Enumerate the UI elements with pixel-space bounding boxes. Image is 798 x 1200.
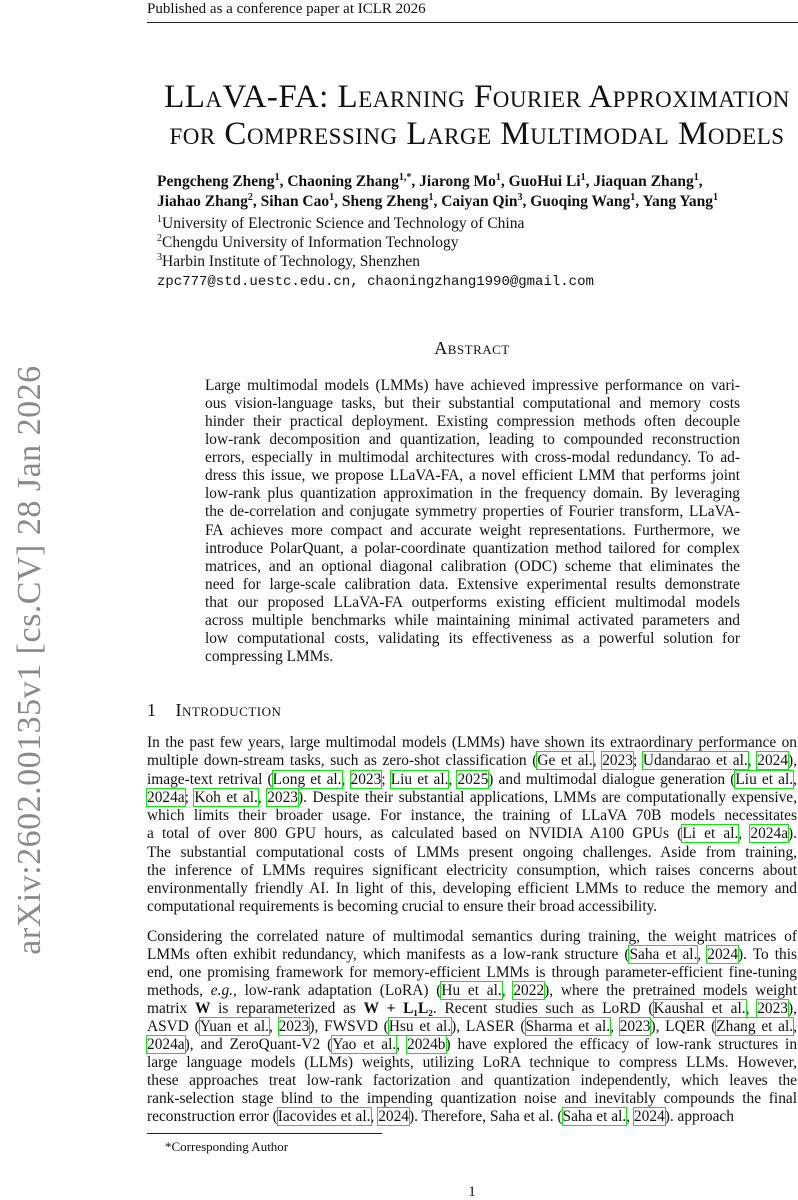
math-symbol: W — [194, 1000, 211, 1017]
text-line — [147, 1000, 797, 1018]
text-run: errors, especially in multimodal architectures with cross-modal redundancy. To ad- — [205, 449, 740, 467]
text-run: ) have explored the efficacy of low-rank structures in — [445, 1036, 798, 1053]
author-affiliation-marker: 3 — [517, 191, 523, 203]
header-rule — [147, 22, 798, 23]
text-run: compressing LMMs. — [205, 648, 334, 666]
author-name: Guoqing Wang — [530, 193, 631, 210]
citation-link[interactable]: 2023 — [267, 788, 298, 806]
text-run: low-rank decomposition and quantization, leading to compounded reconstruction — [205, 431, 740, 449]
citation-link[interactable]: Saha et al. — [562, 1108, 627, 1125]
author-affiliation-marker: 1 — [428, 191, 434, 203]
text-run: ), — [788, 1000, 797, 1017]
citation-link[interactable]: Liu et al. — [735, 770, 794, 788]
affiliation-name: University of Electronic Science and Technology of China — [162, 215, 525, 232]
footnote: *Corresponding Author — [165, 1139, 289, 1154]
text-run: matrices, and an optional diagonal calibration (ODC) scheme that eliminates the — [205, 557, 740, 575]
affiliation — [157, 233, 524, 252]
author-line-2: Jiahao Zhang$^2$, Sihan Cao$^1$, Sheng Zheng$^1$, Caiyan Qin$^3$, Guoqing Wang$^1$, Yang Yang$^1$ — [157, 191, 718, 210]
text-line — [205, 467, 740, 485]
citation-link[interactable]: 2024 — [378, 1108, 409, 1125]
citation-link[interactable]: Li et al. — [682, 825, 739, 843]
affiliation-name: Harbin Institute of Technology, Shenzhen — [162, 253, 421, 270]
text-run: , — [257, 788, 268, 806]
text-run: ), LQER ( — [650, 1018, 717, 1035]
text-run: , — [697, 946, 708, 963]
text-line — [147, 752, 797, 770]
text-line — [205, 431, 740, 449]
text-line — [147, 844, 797, 862]
text-run: low-rank adaptation (LoRA) ( — [236, 982, 442, 999]
text-line — [147, 964, 797, 982]
author-affiliation-marker: 1 — [630, 191, 636, 203]
text-run: ), LASER ( — [451, 1018, 526, 1035]
citation-link[interactable]: Sharma et al. — [525, 1018, 611, 1035]
text-line — [147, 1054, 797, 1072]
abstract-heading: Abstract — [434, 338, 510, 358]
text-run: computational requirements is becoming crucial to ensure their broad accessibility. — [147, 898, 658, 916]
author-name: Sheng Zheng — [341, 193, 429, 210]
text-run: end, one promising framework for memory-efficient LMMs is through parameter-efficient fine-tuning — [147, 964, 797, 981]
text-line — [147, 862, 797, 880]
author-affiliation-marker: 2 — [247, 191, 253, 203]
citation-link[interactable]: 2022 — [513, 982, 545, 999]
text-line — [205, 630, 740, 648]
text-run: , — [341, 770, 351, 788]
citation-link[interactable]: 2024a — [147, 788, 185, 806]
citation-link[interactable]: 2024 — [707, 946, 739, 963]
text-run: , — [592, 752, 603, 770]
text-run: , — [448, 770, 458, 788]
running-header: Published as a conference paper at ICLR 2026 — [147, 1, 426, 17]
paper-title-line1: LLaVA-FA: Learning Fourier Approximation — [164, 79, 790, 115]
citation-link[interactable]: Hsu et al. — [388, 1018, 452, 1035]
text-run: ous vision-language tasks, but their substantial computational and memory costs — [205, 395, 740, 413]
text-line — [205, 377, 740, 395]
text-run: LMMs often exhibit redundancy, which manifests as a low-rank structure ( — [147, 946, 630, 963]
citation-link[interactable]: 2025 — [457, 770, 489, 788]
text-run: , — [396, 1036, 408, 1053]
author-name: Jiahao Zhang — [157, 193, 248, 210]
text-run: ). Therefore, Saha et al. ( — [408, 1108, 563, 1125]
text-run: low-rank plus quantization approximation in the frequency domain. By leveraging — [205, 485, 740, 503]
text-line — [147, 1090, 797, 1108]
text-line — [147, 789, 797, 807]
author-emails[interactable]: zpc777@std.uestc.edu.cn, chaoningzhang1990@gmail.com — [157, 274, 594, 290]
text-run: , — [501, 982, 514, 999]
text-run: , — [610, 1018, 620, 1035]
affiliation-list — [157, 214, 524, 271]
text-run: ASVD ( — [147, 1018, 200, 1035]
author-name: Caiyan Qin — [441, 193, 518, 210]
text-run: ). — [788, 825, 798, 843]
citation-link[interactable]: 2023 — [278, 1018, 310, 1035]
text-line — [147, 734, 797, 752]
text-run: , — [745, 1000, 758, 1017]
text-line — [205, 540, 740, 558]
section-heading-introduction: 1 Introduction — [147, 700, 282, 720]
text-run: ), and ZeroQuant-V2 ( — [184, 1036, 333, 1053]
text-run: ). approach — [664, 1108, 734, 1125]
text-run: Large multimodal models (LMMs) have achieved impressive performance on vari- — [205, 377, 740, 394]
author-name: Pengcheng Zheng — [157, 173, 275, 190]
author-name: Yang Yang — [642, 193, 713, 210]
text-line — [147, 1036, 797, 1054]
author-affiliation-marker: 1 — [580, 171, 586, 183]
text-run: , — [370, 1108, 379, 1125]
citation-link[interactable]: Iacovides et al. — [277, 1108, 371, 1125]
text-line — [147, 825, 797, 843]
citation-link[interactable]: Saha et al. — [629, 946, 698, 963]
text-run: , — [738, 825, 751, 843]
citation-link[interactable]: 2024a — [750, 825, 789, 843]
text-run: ; — [381, 770, 391, 788]
text-run: reconstruction error ( — [147, 1108, 278, 1125]
text-run: rank-selection stage blind to the impending quantization noise and inevitably compounds the final — [147, 1090, 797, 1107]
text-line — [147, 898, 797, 916]
text-run: hinder their practical deployment. Existing compression methods often decouple — [205, 413, 740, 431]
text-run: across multiple benchmarks while maintaining minimal activated parameters and — [205, 611, 740, 629]
text-run: , — [626, 1108, 634, 1125]
text-run: , — [747, 752, 758, 770]
text-run: ; — [632, 752, 643, 770]
text-line — [147, 982, 797, 1000]
text-line — [205, 522, 740, 540]
author-affiliation-marker: 1 — [329, 191, 335, 203]
text-run: ; — [184, 788, 195, 806]
citation-link[interactable]: Hu et al. — [441, 982, 502, 999]
text-line — [205, 449, 740, 467]
text-line — [147, 807, 797, 825]
affiliation-number: 3 — [157, 251, 162, 263]
text-run: In the past few years, large multimodal models (LMMs) have shown its extraordinary performance on — [147, 734, 797, 751]
author-affiliation-marker: 1,* — [398, 171, 412, 183]
citation-link[interactable]: 2024 — [757, 752, 789, 770]
citation-link[interactable]: Liu et al. — [390, 770, 449, 788]
paper-title-line2: for Compressing Large Multimodal Models — [169, 116, 785, 152]
text-run: dress this issue, we propose LLaVA-FA, a novel efficient LMM that performs joint — [205, 467, 740, 485]
text-run: introduce PolarQuant, a polar-coordinate quantization method tailored for complex — [205, 539, 740, 557]
text-run: need for large-scale calibration data. Extensive experimental results demonstrate — [205, 575, 740, 593]
author-affiliation-marker: 1 — [495, 171, 501, 183]
text-run: environmentally friendly AI. In light of this, developing efficient LMMs to reduce the memory and — [147, 880, 797, 897]
text-run: , — [793, 770, 797, 788]
text-line — [147, 771, 797, 789]
text-run: large language models (LLMs) weights, utilizing LoRA technique to compress LLMs. However, — [147, 1054, 797, 1071]
author-affiliation-marker: 1 — [693, 171, 699, 183]
affiliation-number: 2 — [157, 232, 162, 244]
citation-link[interactable]: Zhang et al. — [716, 1018, 794, 1035]
author-line-1: Pengcheng Zheng$^1$, Chaoning Zhang$^{1,*}$, Jiarong Mo$^1$, GuoHui Li$^1$, Jiaquan Zhang$^1$, — [157, 171, 703, 190]
text-run: image-text retrival ( — [147, 770, 273, 788]
author-affiliation-marker: 1 — [712, 191, 718, 203]
citation-link[interactable]: Ge et al. — [537, 752, 593, 770]
citation-link[interactable]: 2024 — [633, 1108, 665, 1125]
author-name: Jiaquan Zhang — [593, 173, 694, 190]
text-run: a total of over 800 GPU hours, as calculated based on NVIDIA A100 GPUs ( — [147, 825, 683, 843]
citation-link[interactable]: 2023 — [757, 1000, 788, 1017]
text-run: ). Despite their substantial applications, LMMs are computationally expensive, — [298, 788, 797, 806]
citation-link[interactable]: 2023 — [350, 770, 382, 788]
citation-link[interactable]: Yao et al. — [332, 1036, 397, 1053]
affiliation-number: 1 — [157, 213, 162, 225]
author-name: GuoHui Li — [508, 173, 581, 190]
text-line — [147, 1108, 797, 1126]
citation-link[interactable]: 2023 — [602, 752, 633, 770]
text-line — [205, 594, 740, 612]
text-line — [205, 503, 740, 521]
citation-link[interactable]: Yuan et al. — [199, 1018, 269, 1035]
text-run: these approaches treat low-rank factorization and quantization independently, which leaves the — [147, 1072, 797, 1089]
text-run: low computational costs, validating its effectiveness as a powerful solution for — [205, 629, 740, 647]
affiliation-name: Chengdu University of Information Technology — [162, 234, 459, 251]
text-line — [205, 485, 740, 503]
text-line — [205, 558, 740, 576]
text-run: that our proposed LLaVA-FA outperforms existing efficient multimodal models — [205, 593, 740, 611]
text-run: is reparameterized as — [210, 1000, 364, 1017]
text-line — [147, 880, 797, 898]
text-run: The substantial computational costs of LMMs present ongoing challenges. Aside from training, — [147, 843, 797, 861]
text-line — [205, 576, 740, 594]
text-run: ), FWSVD ( — [309, 1018, 389, 1035]
text-run: . Recent studies such as LoRD ( — [432, 1000, 654, 1017]
citation-link[interactable]: 2023 — [619, 1018, 651, 1035]
author-name: Sihan Cao — [260, 193, 330, 210]
text-run: the inference of LMMs requires significant electricity consumption, which raises concerns about — [147, 861, 797, 879]
citation-link[interactable]: 2024a — [147, 1036, 185, 1053]
text-line — [205, 612, 740, 630]
author-name: Chaoning Zhang — [287, 173, 399, 190]
text-run: which limits their broader usage. For instance, the training of LLaVA 70B models necessitates — [147, 807, 797, 824]
text-run: ), where the pretrained models weight — [544, 982, 797, 999]
text-run: , — [268, 1018, 279, 1035]
affiliation — [157, 214, 524, 233]
text-run: the de-correlation and conjugate symmetry properties of Fourier transform, LLaVA- — [205, 503, 740, 521]
text-run: ). To this — [738, 946, 797, 963]
citation-link[interactable]: Koh et al. — [194, 788, 258, 806]
page-number: 1 — [468, 1184, 476, 1200]
text-line — [147, 1018, 797, 1036]
text-line — [205, 648, 740, 666]
footnote-rule — [147, 1133, 382, 1134]
text-line — [147, 1072, 797, 1090]
text-line — [205, 395, 740, 413]
italic-text: e.g., — [210, 982, 237, 999]
text-run: ), — [788, 752, 798, 770]
affiliation — [157, 252, 524, 271]
citation-link[interactable]: Long et al. — [272, 770, 342, 788]
author-name: Jiarong Mo — [419, 173, 496, 190]
text-run: matrix — [147, 1000, 195, 1017]
text-run: Considering the correlated nature of multimodal semantics during training, the weight matrices of — [147, 928, 797, 945]
author-affiliation-marker: 1 — [274, 171, 280, 183]
citation-link[interactable]: 2024b — [407, 1036, 446, 1053]
citation-link[interactable]: Udandarao et al. — [642, 752, 748, 770]
text-line — [205, 413, 740, 431]
text-line — [147, 946, 797, 964]
citation-link[interactable]: Kaushal et al. — [653, 1000, 746, 1017]
author-list — [157, 172, 718, 212]
text-run: ) and multimodal dialogue generation ( — [488, 770, 736, 788]
text-run: , — [793, 1018, 797, 1035]
math-symbol: W + L₁L₂ — [363, 1000, 433, 1017]
text-line — [147, 928, 797, 946]
text-run: multiple down-stream tasks, such as zero-shot classification ( — [147, 752, 538, 770]
text-run: FA achieves more compact and accurate weight representations. Furthermore, we — [205, 521, 740, 539]
arxiv-stamp[interactable]: arXiv:2602.00135v1 [cs.CV] 28 Jan 2026 — [11, 365, 48, 955]
text-run: methods, — [147, 982, 211, 999]
